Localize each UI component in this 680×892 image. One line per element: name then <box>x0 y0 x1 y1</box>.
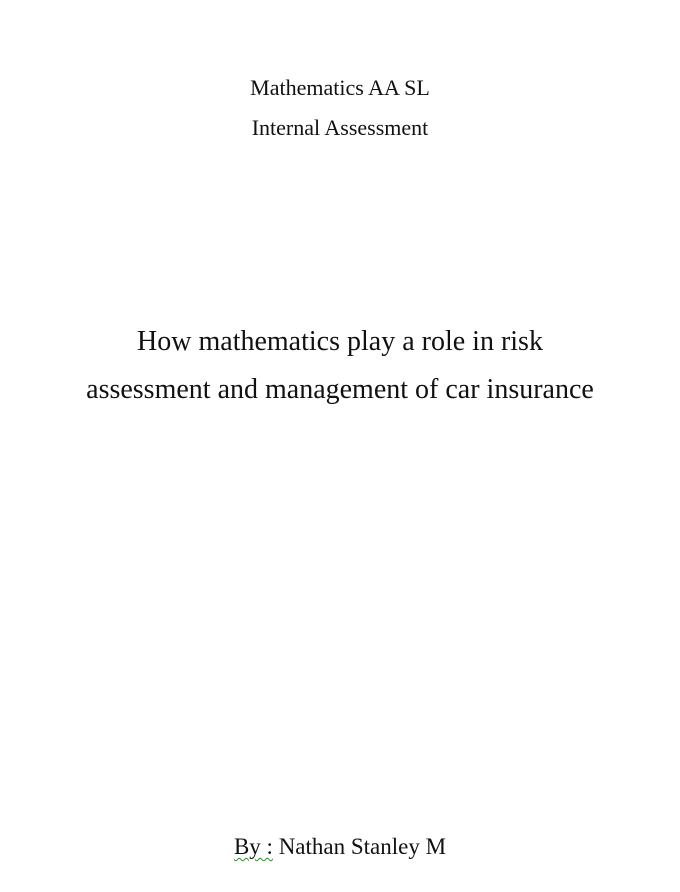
document-title-line-1: How mathematics play a role in risk <box>137 326 543 357</box>
assessment-type: Internal Assessment <box>251 115 429 140</box>
author-name: Nathan Stanley M <box>278 834 447 859</box>
document-title-line-2: assessment and management of car insurance <box>86 374 594 405</box>
author-byline <box>0 832 680 862</box>
course-name: Mathematics AA SL <box>250 75 430 100</box>
by-label: By : <box>233 834 273 859</box>
